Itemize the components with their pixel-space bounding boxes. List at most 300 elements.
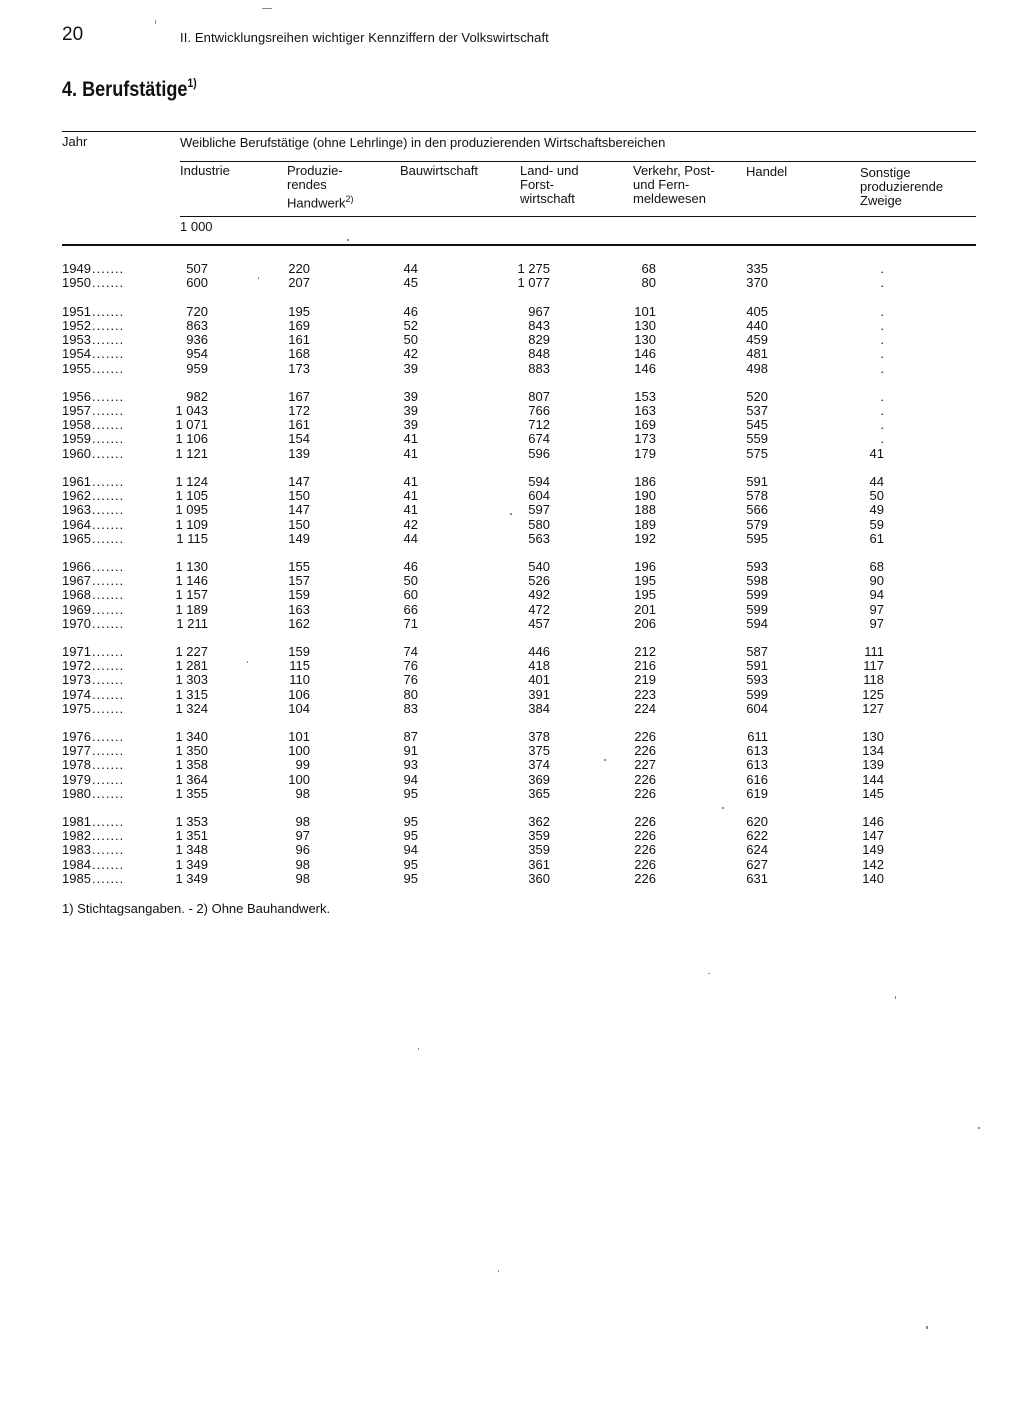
- cell-handel: 440: [746, 318, 768, 334]
- year-cell: 1970: [62, 615, 91, 631]
- cell-handel: 566: [746, 502, 768, 518]
- table-row: [0, 702, 1024, 716]
- cell-sonstige: .: [880, 261, 884, 276]
- cell-sonstige: 134: [862, 743, 884, 759]
- table-row: [0, 730, 1024, 744]
- cell-sonstige: 146: [862, 814, 884, 829]
- cell-verkehr: 80: [641, 275, 656, 291]
- cell-bauwirtschaft: 50: [403, 573, 418, 589]
- year-cell: 1982: [62, 828, 91, 844]
- column-header-sonstige: [860, 166, 943, 208]
- cell-handel: 624: [746, 842, 768, 858]
- column-header-label: Verkehr, Post- und Fern- meldewesen: [633, 163, 715, 206]
- leader-dots: .......: [92, 686, 125, 702]
- cell-land-forst: 540: [528, 559, 550, 574]
- column-header-label: Industrie: [180, 163, 230, 178]
- year-cell: 1949: [62, 261, 91, 276]
- year-cell: 1979: [62, 771, 91, 787]
- cell-handel: 591: [746, 474, 768, 489]
- column-header-label: Handel: [746, 164, 788, 179]
- cell-verkehr: 188: [634, 502, 656, 518]
- table-row: [0, 744, 1024, 758]
- cell-handwerk: 149: [288, 530, 310, 546]
- cell-sonstige: .: [880, 403, 884, 419]
- table-row: [0, 305, 1024, 319]
- table-row: [0, 659, 1024, 673]
- year-cell: 1984: [62, 856, 91, 872]
- scan-speck: [247, 661, 248, 663]
- cell-handwerk: 150: [288, 516, 310, 532]
- cell-handel: 595: [746, 530, 768, 546]
- cell-land-forst: 401: [528, 672, 550, 688]
- page-number: 20: [62, 24, 84, 45]
- cell-verkehr: 212: [634, 644, 656, 659]
- cell-industrie: 1 115: [176, 530, 208, 546]
- cell-handel: 575: [746, 445, 768, 461]
- cell-verkehr: 219: [634, 672, 656, 688]
- cell-handel: 591: [746, 658, 768, 674]
- cell-industrie: 1 358: [175, 757, 208, 773]
- cell-verkehr: 226: [634, 842, 656, 858]
- cell-verkehr: 130: [634, 318, 656, 334]
- cell-verkehr: 179: [634, 445, 656, 461]
- cell-bauwirtschaft: 41: [403, 474, 418, 489]
- cell-sonstige: .: [880, 389, 884, 404]
- cell-land-forst: 563: [528, 530, 550, 546]
- cell-handwerk: 98: [295, 785, 310, 801]
- cell-land-forst: 359: [528, 842, 550, 858]
- cell-land-forst: 712: [528, 417, 550, 433]
- cell-handwerk: 154: [288, 431, 310, 447]
- cell-land-forst: 378: [528, 729, 550, 744]
- table-row: [0, 262, 1024, 276]
- table-row: [0, 815, 1024, 829]
- cell-handel: 405: [746, 304, 768, 319]
- spanner-header: Weibliche Berufstätige (ohne Lehrlinge) in den produzierenden Wirtschaftsbereichen: [180, 135, 666, 150]
- cell-handel: 370: [746, 275, 768, 291]
- cell-sonstige: .: [880, 360, 884, 376]
- leader-dots: .......: [92, 672, 125, 688]
- cell-industrie: 1 095: [175, 502, 208, 518]
- cell-handwerk: 104: [288, 700, 310, 716]
- cell-industrie: 1 353: [175, 814, 208, 829]
- cell-industrie: 1 106: [175, 431, 208, 447]
- table-row: [0, 858, 1024, 872]
- cell-bauwirtschaft: 76: [403, 672, 418, 688]
- leader-dots: .......: [92, 304, 125, 319]
- cell-bauwirtschaft: 94: [403, 771, 418, 787]
- cell-handel: 587: [746, 644, 768, 659]
- cell-handwerk: 98: [295, 870, 310, 886]
- cell-sonstige: 111: [864, 644, 884, 659]
- cell-handwerk: 220: [288, 261, 310, 276]
- cell-handel: 579: [746, 516, 768, 532]
- spanner-rule: [180, 161, 976, 162]
- cell-verkehr: 226: [634, 729, 656, 744]
- cell-handwerk: 98: [295, 814, 310, 829]
- cell-industrie: 1 349: [175, 870, 208, 886]
- scan-speck: [498, 1270, 499, 1272]
- cell-verkehr: 192: [634, 530, 656, 546]
- column-header-industrie: [180, 164, 230, 178]
- year-cell: 1958: [62, 417, 91, 433]
- leader-dots: .......: [92, 814, 125, 829]
- year-cell: 1976: [62, 729, 91, 744]
- cell-sonstige: .: [880, 304, 884, 319]
- year-cell: 1966: [62, 559, 91, 574]
- cell-verkehr: 226: [634, 828, 656, 844]
- cell-handwerk: 159: [288, 644, 310, 659]
- cell-land-forst: 369: [528, 771, 550, 787]
- cell-sonstige: 41: [869, 445, 884, 461]
- cell-land-forst: 365: [528, 785, 550, 801]
- cell-land-forst: 359: [528, 828, 550, 844]
- leader-dots: .......: [92, 573, 125, 589]
- year-cell: 1980: [62, 785, 91, 801]
- cell-verkehr: 169: [634, 417, 656, 433]
- cell-industrie: 600: [186, 275, 208, 291]
- cell-bauwirtschaft: 66: [403, 601, 418, 617]
- cell-industrie: 1 146: [175, 573, 208, 589]
- year-cell: 1961: [62, 474, 91, 489]
- leader-dots: .......: [92, 700, 125, 716]
- cell-verkehr: 189: [634, 516, 656, 532]
- cell-verkehr: 206: [634, 615, 656, 631]
- cell-handel: 611: [747, 729, 768, 744]
- leader-dots: .......: [92, 389, 125, 404]
- table-row: [0, 603, 1024, 617]
- cell-sonstige: 59: [869, 516, 884, 532]
- cell-bauwirtschaft: 41: [403, 488, 418, 504]
- year-cell: 1974: [62, 686, 91, 702]
- cell-land-forst: 843: [528, 318, 550, 334]
- cell-industrie: 507: [186, 261, 208, 276]
- cell-handwerk: 159: [288, 587, 310, 603]
- column-header-label: Sonstige produzierende Zweige: [860, 165, 944, 208]
- cell-land-forst: 1 077: [517, 275, 550, 291]
- cell-handwerk: 207: [288, 275, 310, 291]
- cell-sonstige: 125: [862, 686, 884, 702]
- cell-industrie: 936: [186, 332, 208, 348]
- cell-industrie: 1 355: [175, 785, 208, 801]
- cell-handel: 545: [746, 417, 768, 433]
- cell-industrie: 1 211: [176, 615, 208, 631]
- cell-bauwirtschaft: 41: [403, 502, 418, 518]
- cell-sonstige: 147: [862, 828, 884, 844]
- leader-dots: .......: [92, 332, 125, 348]
- cell-bauwirtschaft: 83: [403, 700, 418, 716]
- year-cell: 1971: [62, 644, 91, 659]
- cell-handel: 481: [746, 346, 768, 362]
- cell-handwerk: 139: [288, 445, 310, 461]
- cell-handwerk: 147: [288, 502, 310, 518]
- cell-land-forst: 597: [528, 502, 550, 518]
- cell-verkehr: 163: [634, 403, 656, 419]
- cell-handel: 599: [746, 587, 768, 603]
- cell-bauwirtschaft: 95: [403, 814, 418, 829]
- table-top-rule: [62, 131, 976, 132]
- year-cell: 1964: [62, 516, 91, 532]
- cell-verkehr: 226: [634, 771, 656, 787]
- table-row: [0, 518, 1024, 532]
- cell-handel: 598: [746, 573, 768, 589]
- cell-handel: 594: [746, 615, 768, 631]
- cell-handel: 559: [746, 431, 768, 447]
- cell-handwerk: 161: [288, 417, 310, 433]
- cell-handel: 627: [746, 856, 768, 872]
- cell-industrie: 1 364: [175, 771, 208, 787]
- cell-sonstige: .: [880, 417, 884, 433]
- cell-handel: 599: [746, 601, 768, 617]
- table-row: [0, 447, 1024, 461]
- cell-industrie: 1 227: [175, 644, 208, 659]
- cell-land-forst: 807: [528, 389, 550, 404]
- table-row: [0, 787, 1024, 801]
- leader-dots: .......: [92, 856, 125, 872]
- table-row: [0, 418, 1024, 432]
- cell-verkehr: 190: [634, 488, 656, 504]
- cell-land-forst: 375: [528, 743, 550, 759]
- cell-handel: 620: [746, 814, 768, 829]
- cell-verkehr: 186: [634, 474, 656, 489]
- cell-land-forst: 457: [528, 615, 550, 631]
- cell-sonstige: 44: [869, 474, 884, 489]
- table-row: [0, 404, 1024, 418]
- leader-dots: .......: [92, 587, 125, 603]
- cell-verkehr: 146: [634, 360, 656, 376]
- cell-handwerk: 155: [288, 559, 310, 574]
- cell-handel: 604: [746, 700, 768, 716]
- unit-label: 1 000: [180, 219, 213, 234]
- column-header-handel: [746, 165, 787, 179]
- cell-handel: 578: [746, 488, 768, 504]
- cell-land-forst: 594: [528, 474, 550, 489]
- table-row: [0, 673, 1024, 687]
- cell-handwerk: 162: [288, 615, 310, 631]
- cell-sonstige: 97: [869, 615, 884, 631]
- leader-dots: .......: [92, 729, 125, 744]
- column-header-verkehr: [633, 164, 715, 206]
- cell-handwerk: 99: [295, 757, 310, 773]
- cell-industrie: 1 124: [175, 474, 208, 489]
- cell-verkehr: 173: [634, 431, 656, 447]
- cell-industrie: 1 340: [175, 729, 208, 744]
- cell-handel: 599: [746, 686, 768, 702]
- cell-bauwirtschaft: 44: [403, 530, 418, 546]
- year-cell: 1981: [62, 814, 91, 829]
- table-row: [0, 276, 1024, 290]
- column-header-bauwirtschaft: [400, 164, 478, 178]
- scan-speck: [510, 513, 512, 515]
- column-header-handwerk: [287, 164, 354, 210]
- cell-bauwirtschaft: 80: [403, 686, 418, 702]
- cell-sonstige: 118: [863, 672, 884, 688]
- scan-speck: [418, 1048, 419, 1050]
- leader-dots: .......: [92, 403, 125, 419]
- leader-dots: .......: [92, 346, 125, 362]
- table-row: [0, 432, 1024, 446]
- cell-verkehr: 130: [634, 332, 656, 348]
- scan-speck: [895, 996, 896, 999]
- table-row: [0, 503, 1024, 517]
- cell-land-forst: 596: [528, 445, 550, 461]
- stub-header: Jahr: [62, 134, 88, 149]
- cell-verkehr: 195: [634, 587, 656, 603]
- cell-industrie: 1 130: [175, 559, 208, 574]
- cell-sonstige: 49: [869, 502, 884, 518]
- cell-handel: 622: [746, 828, 768, 844]
- scan-speck: [604, 759, 606, 761]
- leader-dots: .......: [92, 870, 125, 886]
- table-row: [0, 617, 1024, 631]
- cell-verkehr: 224: [634, 700, 656, 716]
- cell-industrie: 1 315: [175, 686, 208, 702]
- scan-speck: [258, 277, 259, 279]
- cell-industrie: 863: [186, 318, 208, 334]
- cell-handwerk: 169: [288, 318, 310, 334]
- section-title-text: 4. Berufstätige: [62, 78, 188, 101]
- leader-dots: .......: [92, 743, 125, 759]
- cell-handel: 616: [746, 771, 768, 787]
- table-row: [0, 773, 1024, 787]
- cell-bauwirtschaft: 39: [403, 417, 418, 433]
- cell-bauwirtschaft: 46: [403, 304, 418, 319]
- cell-land-forst: 526: [528, 573, 550, 589]
- year-cell: 1954: [62, 346, 91, 362]
- cell-handel: 631: [746, 870, 768, 886]
- unit-rule: [180, 216, 976, 217]
- cell-handel: 613: [746, 743, 768, 759]
- year-cell: 1951: [62, 304, 91, 319]
- leader-dots: .......: [92, 360, 125, 376]
- cell-land-forst: 361: [528, 856, 550, 872]
- cell-sonstige: .: [880, 332, 884, 348]
- leader-dots: .......: [92, 445, 125, 461]
- leader-dots: .......: [92, 431, 125, 447]
- cell-handel: 613: [746, 757, 768, 773]
- cell-handwerk: 157: [288, 573, 310, 589]
- cell-industrie: 982: [186, 389, 208, 404]
- leader-dots: .......: [92, 757, 125, 773]
- cell-industrie: 1 350: [175, 743, 208, 759]
- cell-sonstige: .: [880, 431, 884, 447]
- cell-handwerk: 110: [289, 672, 310, 688]
- year-cell: 1959: [62, 431, 91, 447]
- table-row: [0, 688, 1024, 702]
- year-cell: 1972: [62, 658, 91, 674]
- cell-verkehr: 223: [634, 686, 656, 702]
- cell-industrie: 1 189: [175, 601, 208, 617]
- cell-bauwirtschaft: 50: [403, 332, 418, 348]
- cell-bauwirtschaft: 93: [403, 757, 418, 773]
- column-header-label: Produzie- rendes Handwerk: [287, 163, 346, 211]
- cell-land-forst: 967: [528, 304, 550, 319]
- year-cell: 1956: [62, 389, 91, 404]
- cell-verkehr: 68: [641, 261, 656, 276]
- cell-handel: 335: [746, 261, 768, 276]
- cell-verkehr: 146: [634, 346, 656, 362]
- cell-industrie: 1 348: [175, 842, 208, 858]
- cell-sonstige: 140: [862, 870, 884, 886]
- footnote: 1) Stichtagsangaben. - 2) Ohne Bauhandwerk.: [62, 901, 331, 916]
- leader-dots: .......: [92, 842, 125, 858]
- cell-verkehr: 226: [634, 785, 656, 801]
- cell-sonstige: 144: [862, 771, 884, 787]
- table-row: [0, 843, 1024, 857]
- cell-handwerk: 115: [289, 658, 310, 674]
- leader-dots: .......: [92, 261, 125, 276]
- table-row: [0, 333, 1024, 347]
- cell-handwerk: 98: [295, 856, 310, 872]
- leader-dots: .......: [92, 644, 125, 659]
- scan-speck: [926, 1326, 928, 1329]
- cell-industrie: 1 281: [175, 658, 208, 674]
- year-cell: 1953: [62, 332, 91, 348]
- cell-sonstige: 145: [862, 785, 884, 801]
- year-cell: 1965: [62, 530, 91, 546]
- cell-sonstige: 94: [869, 587, 884, 603]
- cell-handel: 520: [746, 389, 768, 404]
- cell-land-forst: 362: [528, 814, 550, 829]
- scan-speck: [262, 8, 272, 9]
- cell-handwerk: 163: [288, 601, 310, 617]
- year-cell: 1969: [62, 601, 91, 617]
- cell-sonstige: .: [880, 275, 884, 291]
- cell-land-forst: 384: [528, 700, 550, 716]
- cell-land-forst: 418: [528, 658, 550, 674]
- header-bottom-rule: [62, 244, 976, 246]
- table-row: [0, 645, 1024, 659]
- year-cell: 1950: [62, 275, 91, 291]
- cell-sonstige: 50: [869, 488, 884, 504]
- cell-land-forst: 848: [528, 346, 550, 362]
- cell-land-forst: 766: [528, 403, 550, 419]
- leader-dots: .......: [92, 417, 125, 433]
- year-cell: 1955: [62, 360, 91, 376]
- cell-handel: 459: [746, 332, 768, 348]
- cell-handel: 593: [746, 559, 768, 574]
- cell-bauwirtschaft: 74: [403, 644, 418, 659]
- cell-industrie: 720: [186, 304, 208, 319]
- cell-industrie: 1 324: [175, 700, 208, 716]
- cell-industrie: 1 109: [175, 516, 208, 532]
- year-cell: 1975: [62, 700, 91, 716]
- cell-sonstige: 117: [863, 658, 884, 674]
- year-cell: 1960: [62, 445, 91, 461]
- table-row: [0, 475, 1024, 489]
- cell-sonstige: 97: [869, 601, 884, 617]
- year-cell: 1985: [62, 870, 91, 886]
- cell-land-forst: 829: [528, 332, 550, 348]
- cell-sonstige: 68: [869, 559, 884, 574]
- cell-handwerk: 100: [288, 743, 310, 759]
- section-title-note: 1): [187, 76, 197, 90]
- cell-verkehr: 226: [634, 870, 656, 886]
- cell-industrie: 959: [186, 360, 208, 376]
- scan-speck: [347, 239, 349, 241]
- leader-dots: .......: [92, 785, 125, 801]
- cell-industrie: 1 105: [175, 488, 208, 504]
- cell-handel: 537: [746, 403, 768, 419]
- cell-bauwirtschaft: 94: [403, 842, 418, 858]
- cell-bauwirtschaft: 95: [403, 828, 418, 844]
- leader-dots: .......: [92, 559, 125, 574]
- cell-bauwirtschaft: 76: [403, 658, 418, 674]
- cell-land-forst: 580: [528, 516, 550, 532]
- cell-sonstige: .: [880, 346, 884, 362]
- cell-land-forst: 674: [528, 431, 550, 447]
- cell-bauwirtschaft: 39: [403, 403, 418, 419]
